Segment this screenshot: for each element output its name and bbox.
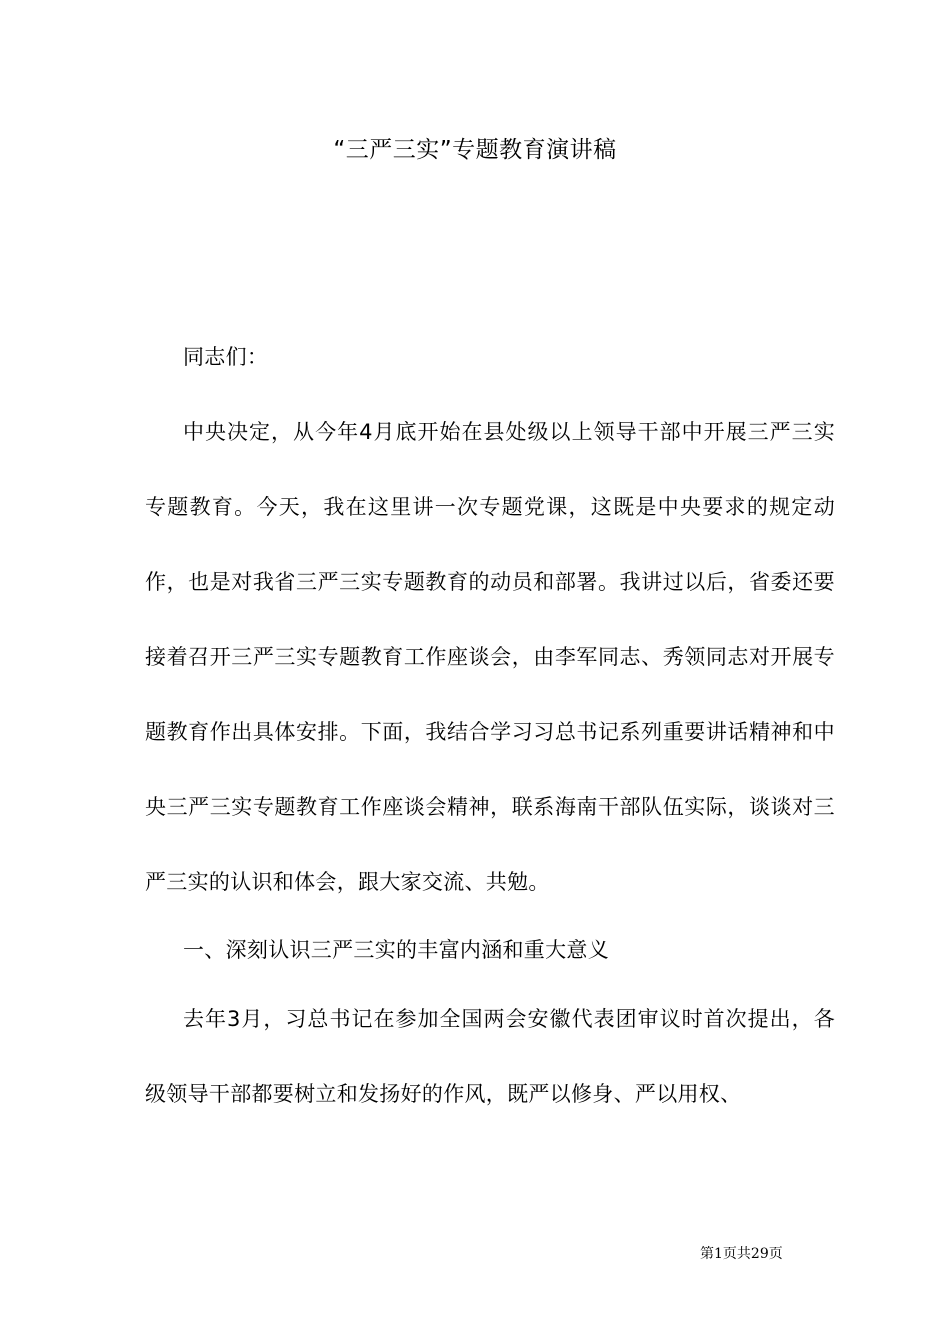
salutation-paragraph: 同志们：	[183, 345, 269, 369]
document-body	[145, 320, 835, 1132]
page-number-footer: 第1页共29页	[700, 1246, 783, 1262]
section-heading: 一、深刻认识三严三实的丰富内涵和重大意义	[183, 938, 609, 962]
document-title: “三严三实”专题教育演讲稿	[333, 137, 617, 163]
intro-paragraph: 中央决定，从今年4月底开始在县处级以上领导干部中开展三严三实专题教育。今天，我在这里讲一次专题党课，这既是中央要求的规定动作，也是对我省三严三实专题教育的动员和部署。我讲过以后，省委还要接着召开三严三实专题教育工作座谈会，由李军同志、秀领同志对开展专题教育作出具体安排。下面，我结合学习习总书记系列重要讲话精神和中央三严三实专题教育工作座谈会精神，联系海南干部队伍实际，谈谈对三严三实的认识和体会，跟大家交流、共勉。	[145, 420, 835, 894]
section-paragraph: 去年3月，习总书记在参加全国两会安徽代表团审议时首次提出，各级领导干部都要树立和发扬好的作风，既严以修身、严以用权、	[145, 1007, 835, 1106]
